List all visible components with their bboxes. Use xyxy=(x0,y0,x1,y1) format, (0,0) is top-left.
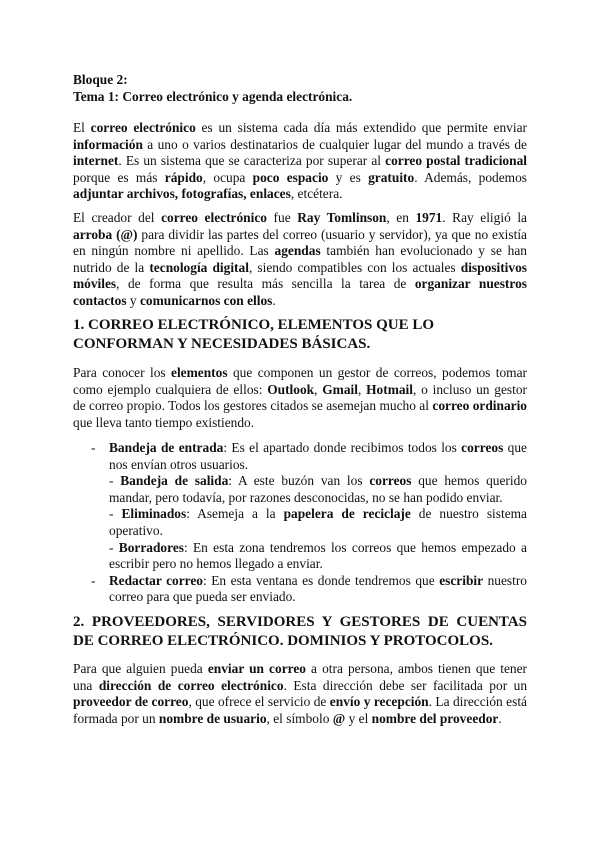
bold-term: elementos xyxy=(171,365,228,380)
bold-term: rápido xyxy=(164,169,203,185)
bold-term: dirección de correo electrónico xyxy=(98,677,284,693)
bold-term: correos xyxy=(369,473,412,489)
paragraph-elements: Para conocer los elementos que componen un gestor de correos, podemos tomar como ejemplo cualquiera de ellos: Outlook, Gmail, Hotmail, o incluso un gestor de correo propio. Todos los gestores citados se asemejan mucho al correo ordinario que lleva tanto tiempo existiendo. xyxy=(73,365,528,430)
bold-term: Ray Tomlinson xyxy=(297,210,387,225)
list-item xyxy=(73,440,527,573)
bold-term: Eliminados xyxy=(121,506,187,522)
bold-term: organizar nuestros contactos xyxy=(73,276,527,308)
bold-term: correo ordinario xyxy=(432,398,528,414)
bold-term: poco espacio xyxy=(252,169,329,185)
list-dash: - xyxy=(91,440,96,455)
sub-item: - Borradores: En esta zona tendremos los correos que hemos empezado a escribir pero no hemos llegado a enviar. xyxy=(109,539,527,572)
bold-term: @ xyxy=(332,710,346,726)
bold-term: gratuito xyxy=(368,169,415,185)
bold-term: comunicarnos con ellos xyxy=(139,292,273,308)
bold-term: Borradores xyxy=(118,539,184,555)
bold-term: Hotmail xyxy=(366,381,413,397)
bold-term: nombre del proveedor xyxy=(371,710,499,726)
bold-term: tecnología digital xyxy=(149,259,249,275)
paragraph-providers: Para que alguien pueda enviar un correo a otra persona, ambos tienen que tener una dirección de correo electrónico. Esta dirección debe ser facilitada por un proveedor de correo, que ofrece el servicio de envío y recepción. La dirección está formada por un nombre de usuario, el símbolo @ y el nombre del proveedor. xyxy=(73,661,528,726)
block-label: Bloque 2: xyxy=(73,72,128,87)
bold-term: información xyxy=(73,136,143,152)
bold-term: Outlook xyxy=(267,381,315,397)
bold-term: correos xyxy=(461,440,504,455)
bold-term: Bandeja de salida xyxy=(120,473,229,489)
paragraph-intro: El correo electrónico es un sistema cada día más extendido que permite enviar información a uno o varios destinatarios de cualquier lugar del mundo a través de internet. Es un sistema que se caracteriza por superar al correo postal tradicional porque es más rápido, ocupa poco espacio y es gratuito. Además, podemos adjuntar archivos, fotografías, enlaces, etcétera. xyxy=(73,120,527,202)
bold-term: Bandeja de entrada xyxy=(109,440,224,455)
topic-title: Tema 1: Correo electrónico y agenda electrónica. xyxy=(73,89,353,104)
bold-term: Redactar correo xyxy=(109,572,203,588)
bold-term: enviar un correo xyxy=(207,661,306,676)
bold-term: correo electrónico xyxy=(161,210,267,225)
bold-term: arroba (@) xyxy=(73,226,138,242)
bold-term: agendas xyxy=(274,243,321,259)
list-item-text: Bandeja de entrada: Es el apartado donde recibimos todos los correos que nos envían otros usuarios. xyxy=(109,440,527,472)
bold-term: nombre de usuario xyxy=(158,710,267,726)
sub-item: - Bandeja de salida: A este buzón van los correos que hemos querido mandar, pero todavía, por razones desconocidas, no se han podido enviar. xyxy=(109,473,527,505)
paragraph-creator: El creador del correo electrónico fue Ray Tomlinson, en 1971. Ray eligió la arroba (@) para dividir las partes del correo (usuario y servidor), ya que no existía en ningún nombre ni apellido. Las agendas también han evolucionado y se han nutrido de la tecnología digital, siendo compatibles con los actuales dispositivos móviles, de forma que resulta más sencilla la tarea de organizar nuestros contactos y comunicarnos con ellos. xyxy=(73,210,527,308)
list-item-text: Redactar correo: En esta ventana es donde tendremos que escribir nuestro correo para que pueda ser enviado. xyxy=(109,572,527,605)
sub-item: - Eliminados: Asemeja a la papelera de reciclaje de nuestro sistema operativo. xyxy=(109,506,527,538)
bold-term: papelera de reciclaje xyxy=(283,506,411,522)
mail-elements-list xyxy=(73,440,527,606)
bold-term: correo electrónico xyxy=(90,120,196,135)
bold-term: correo postal tradicional xyxy=(385,153,527,169)
bold-term: 1971 xyxy=(415,210,443,225)
list-item xyxy=(73,573,527,606)
bold-term: internet xyxy=(73,153,119,169)
bold-term: proveedor de correo xyxy=(73,694,189,710)
bold-term: dispositivos móviles xyxy=(73,259,527,292)
bold-term: escribir xyxy=(439,572,484,588)
bold-term: adjuntar archivos, fotografías, enlaces xyxy=(73,186,291,202)
bold-term: Gmail xyxy=(322,381,358,397)
section-heading-2: 2. PROVEEDORES, SERVIDORES Y GESTORES DE CUENTAS DE CORREO ELECTRÓNICO. DOMINIOS Y PROTOCOLOS. xyxy=(73,614,527,649)
bold-term: envío y recepción xyxy=(329,694,429,710)
list-dash: - xyxy=(91,572,96,588)
section-heading-1: 1. CORREO ELECTRÓNICO, ELEMENTOS QUE LO CONFORMAN Y NECESIDADES BÁSICAS. xyxy=(73,317,435,352)
